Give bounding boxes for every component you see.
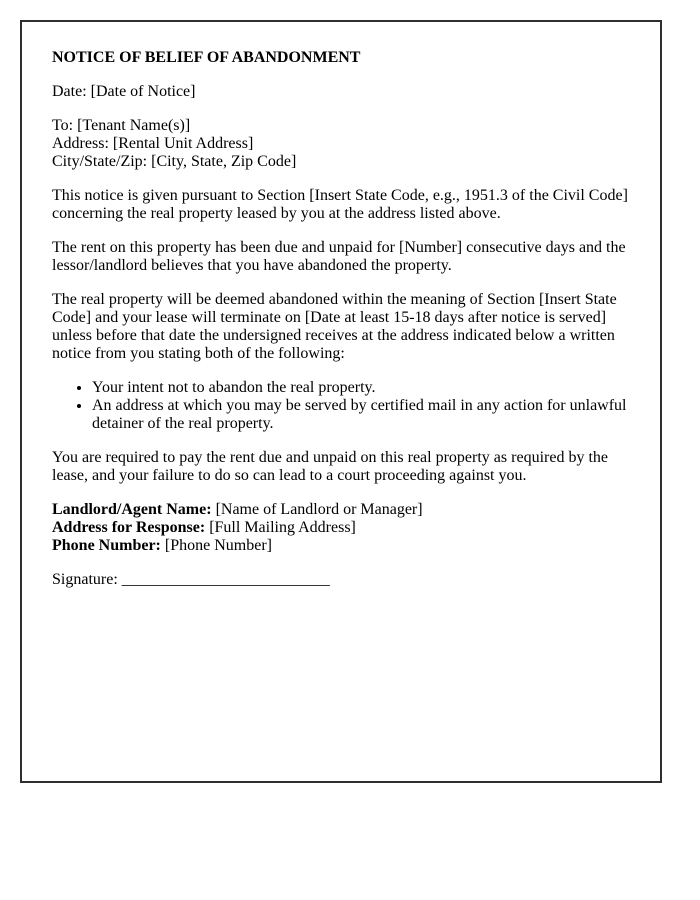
contact-row-landlord-name xyxy=(52,501,636,519)
contact-row-response-address xyxy=(52,519,636,537)
contact-block xyxy=(52,501,636,555)
signature-blank-line: __________________________ xyxy=(121,571,330,588)
paragraph-rent-due: The rent on this property has been due and unpaid for [Number] consecutive days and the lessor/landlord believes that you have abandoned the property. xyxy=(52,239,626,274)
letter-title: NOTICE OF BELIEF OF ABANDONMENT xyxy=(52,49,361,66)
date-line: Date: [Date of Notice] xyxy=(52,83,196,100)
contact-label: Landlord/Agent Name: xyxy=(52,501,212,518)
contact-label: Phone Number: xyxy=(52,537,161,554)
recipient-city-state-zip: City/State/Zip: [City, State, Zip Code] xyxy=(52,153,297,170)
signature-label: Signature: xyxy=(52,571,118,588)
list-item-address-service: • An address at which you may be served by certified mail in any action for unlawful detainer of the real property. xyxy=(92,397,636,433)
recipient-to: To: [Tenant Name(s)] xyxy=(52,117,191,134)
abandonment-notice-letter xyxy=(20,20,662,783)
recipient-address: Address: [Rental Unit Address] xyxy=(52,135,254,152)
contact-row-phone-number xyxy=(52,537,636,555)
recipient-block xyxy=(52,117,636,171)
conditions-list xyxy=(52,379,636,433)
contact-value: [Full Mailing Address] xyxy=(209,519,356,536)
signature-row xyxy=(52,571,636,589)
contact-value: [Name of Landlord or Manager] xyxy=(215,501,423,518)
paragraph-deemed-abandoned: The real property will be deemed abandoned within the meaning of Section [Insert State Code] and your lease will terminate on [Date at least 15-18 days after notice is served] unless before that date the undersigned receives at the address indicated below a written notice from you stating both of the following: xyxy=(52,291,617,362)
contact-value: [Phone Number] xyxy=(164,537,272,554)
paragraph-required-to-pay: You are required to pay the rent due and unpaid on this real property as required by the lease, and your failure to do so can lead to a court proceeding against you. xyxy=(52,449,608,484)
contact-label: Address for Response: xyxy=(52,519,206,536)
paragraph-pursuant: This notice is given pursuant to Section [Insert State Code, e.g., 1951.3 of the Civil Code] concerning the real property leased by you at the address listed above. xyxy=(52,187,628,222)
list-item-intent: • Your intent not to abandon the real property. xyxy=(92,379,636,397)
